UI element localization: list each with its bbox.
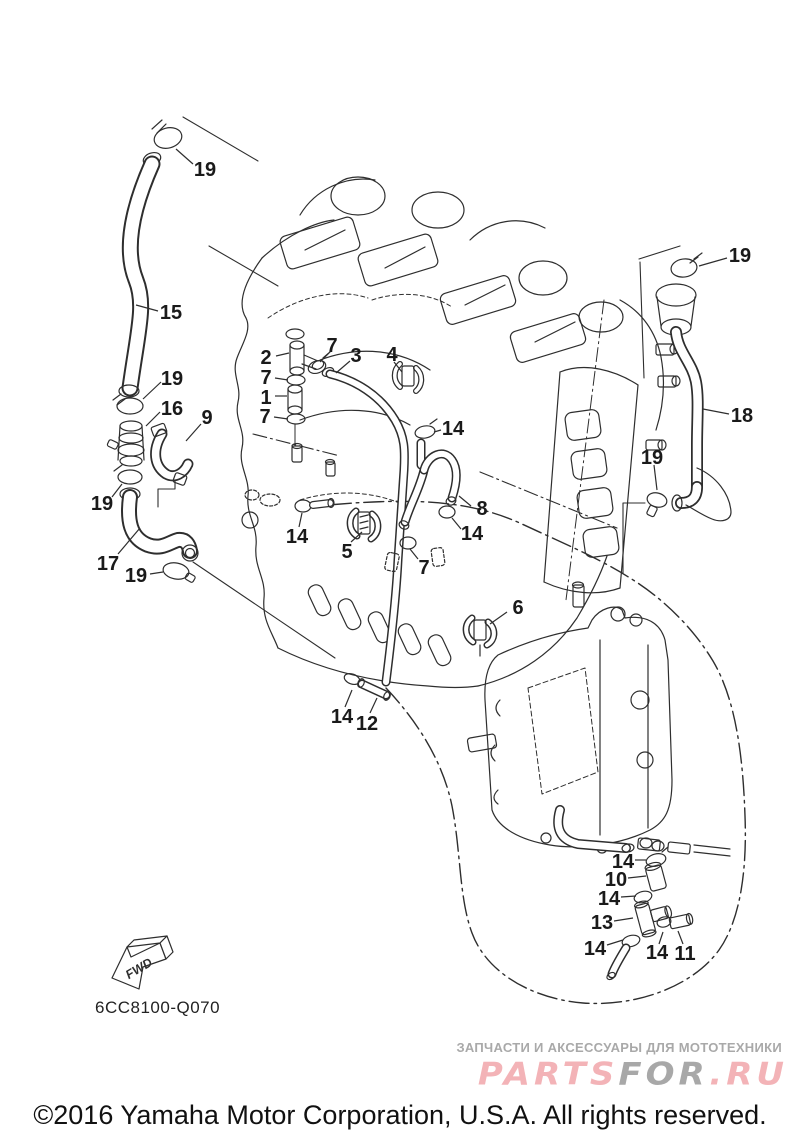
callout-leader-7	[275, 378, 288, 380]
logo-letter: S	[589, 1056, 619, 1093]
callout-label-19: 19	[124, 565, 148, 587]
clamp-7-a	[287, 375, 305, 385]
clamp-14-b	[439, 506, 455, 518]
logo-letter: O	[645, 1056, 679, 1093]
callout-label-14: 14	[285, 526, 309, 548]
callout-label-16: 16	[160, 398, 184, 420]
clamp-19-top	[152, 120, 184, 151]
callout-label-9: 9	[201, 407, 213, 429]
callout-label-1: 1	[260, 387, 272, 409]
vapor-separator-tank-art	[467, 582, 730, 856]
callout-leader-7	[274, 417, 288, 419]
callout-label-19: 19	[728, 245, 752, 267]
callout-leader-14	[452, 518, 461, 529]
callout-leader-14	[607, 940, 623, 945]
logo-letter: T	[562, 1056, 590, 1093]
callout-label-7: 7	[418, 557, 430, 579]
clamp-14-top	[414, 419, 437, 440]
callout-label-14: 14	[441, 418, 465, 440]
copyright-text: ©2016 Yamaha Motor Corporation, U.S.A. All rights reserved.	[33, 1100, 767, 1130]
diagram-code: 6CC8100-Q070	[95, 998, 221, 1017]
callout-leader-14	[345, 690, 352, 707]
callout-label-4: 4	[386, 344, 398, 366]
callout-label-14: 14	[597, 888, 621, 910]
callout-label-14: 14	[645, 942, 669, 964]
callout-leader-19	[143, 382, 161, 399]
logo-letter: P	[477, 1056, 504, 1093]
callout-label-5: 5	[341, 541, 353, 563]
callout-leader-18	[703, 409, 729, 414]
clamp-19-right-lower	[646, 491, 669, 518]
callout-label-2: 2	[260, 347, 272, 369]
callout-leader-7	[410, 549, 418, 559]
callout-leader-16	[146, 412, 160, 426]
hose-routing-loop	[318, 501, 745, 1003]
logo-letter: U	[756, 1056, 788, 1093]
clip-6	[466, 618, 494, 656]
callout-leader-9	[186, 424, 201, 441]
callout-leader-13	[614, 918, 633, 921]
callout-label-14: 14	[611, 851, 635, 873]
callout-leader-2	[276, 353, 289, 356]
tube-11	[669, 913, 694, 929]
callout-label-17: 17	[96, 553, 120, 575]
logo-letter: R	[533, 1056, 563, 1093]
callout-leader-14	[299, 513, 302, 527]
callout-leader-19	[699, 258, 727, 266]
fitting-column-2-1	[286, 329, 330, 424]
callout-leader-12	[370, 698, 377, 713]
callout-leader-19	[150, 572, 163, 574]
callout-label-7: 7	[259, 406, 271, 428]
logo-letter: F	[618, 1056, 646, 1093]
callout-label-8: 8	[476, 498, 488, 520]
callout-label-12: 12	[355, 713, 379, 735]
callout-label-14: 14	[460, 523, 484, 545]
logo-letter: R	[726, 1056, 757, 1093]
callout-label-7: 7	[260, 367, 272, 389]
callout-label-14: 14	[330, 706, 354, 728]
tube-1	[288, 385, 302, 414]
clamp-19-right-top	[670, 253, 702, 279]
callout-label-11: 11	[674, 943, 696, 965]
callout-leader-10	[628, 876, 646, 878]
watermark-tagline: ЗАПЧАСТИ И АКСЕССУАРЫ ДЛЯ МОТОТЕХНИКИ	[456, 1040, 782, 1055]
callout-label-19: 19	[193, 159, 217, 181]
callout-label-3: 3	[350, 345, 362, 367]
clamp-19-lower	[114, 465, 142, 484]
t-fitting-13	[634, 895, 676, 939]
bracket-9	[151, 423, 188, 486]
callout-label-19: 19	[90, 493, 114, 515]
callout-label-15: 15	[159, 302, 183, 324]
callout-label-13: 13	[590, 912, 614, 934]
fwd-arrow	[112, 936, 173, 989]
callout-label-7: 7	[326, 335, 338, 357]
callout-label-14: 14	[583, 938, 607, 960]
logo-letter: A	[503, 1056, 534, 1093]
logo-letter: R	[678, 1056, 710, 1093]
clip-5	[350, 511, 378, 539]
logo-letter: .	[709, 1056, 727, 1093]
clamp-14-c	[295, 500, 311, 512]
callout-label-19: 19	[160, 368, 184, 390]
hose-17	[120, 488, 198, 561]
fwd-label: FWD	[123, 955, 155, 982]
callout-leader-6	[490, 612, 507, 624]
hose-15-group	[107, 120, 198, 583]
clamp-14-f	[633, 889, 653, 904]
callout-label-6: 6	[512, 597, 524, 619]
callout-leader-14	[621, 896, 636, 897]
callout-label-19: 19	[640, 447, 664, 469]
partsfor-watermark-logo	[478, 1056, 788, 1093]
connector-16	[107, 421, 144, 466]
t-fitting-2	[290, 341, 325, 375]
callout-label-18: 18	[730, 405, 754, 427]
callout-leader-19	[176, 149, 193, 164]
callout-leader-8	[459, 496, 471, 506]
callout-label-10: 10	[604, 869, 628, 891]
tube-10	[644, 861, 667, 892]
callout-leader-3	[336, 361, 350, 373]
clamp-19-bottom	[162, 561, 196, 583]
hose-3	[321, 366, 405, 682]
